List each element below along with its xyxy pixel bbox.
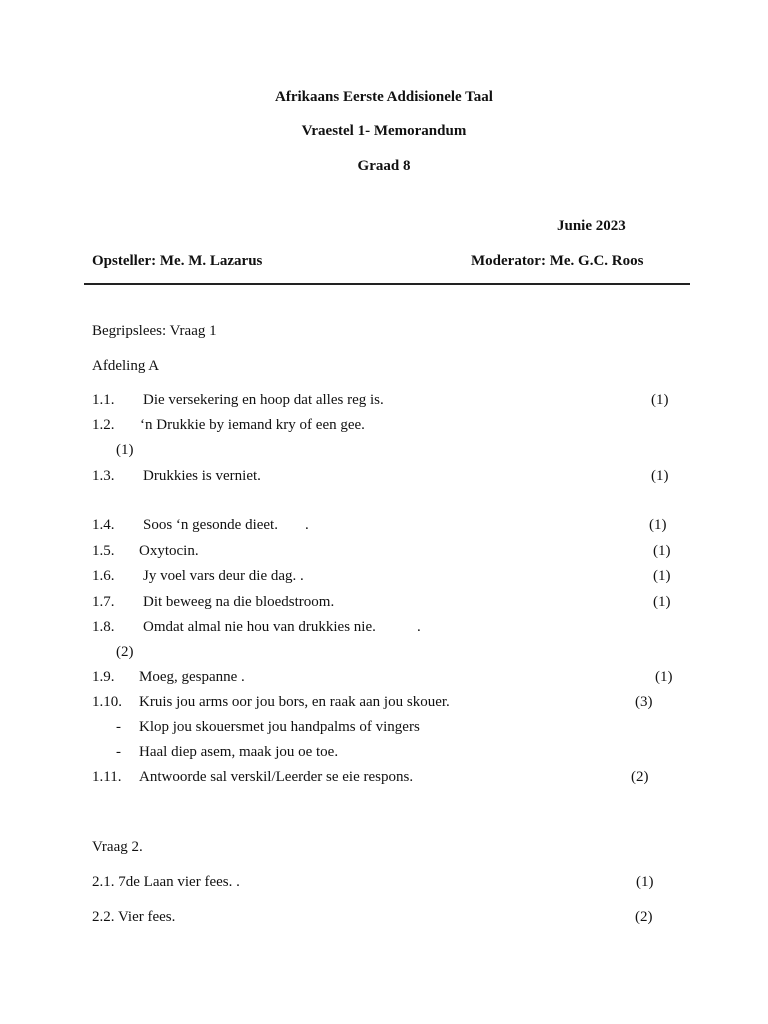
- document-title: Afrikaans Eerste Addisionele Taal: [275, 89, 493, 105]
- answer-text: Die versekering en hoop dat alles reg is.: [143, 392, 384, 408]
- answer-text: 2.2. Vier fees.: [92, 909, 176, 925]
- question-number: 1.8.: [92, 619, 115, 635]
- answer-text: Drukkies is verniet.: [143, 468, 261, 484]
- setter-name: Opsteller: Me. M. Lazarus: [92, 253, 263, 269]
- section-heading: Vraag 2.: [92, 839, 143, 855]
- answer-mark: (1): [653, 543, 671, 559]
- bullet-text: Haal diep asem, maak jou oe toe.: [139, 744, 339, 760]
- paper-title: Vraestel 1- Memorandum: [301, 123, 467, 139]
- stray-dot: .: [417, 619, 421, 635]
- exam-date: Junie 2023: [557, 218, 626, 234]
- question-number: 1.9.: [92, 669, 115, 685]
- header-divider: [84, 283, 690, 285]
- answer-mark: (1): [653, 568, 671, 584]
- question-number: 1.6.: [92, 568, 115, 584]
- grade-title: Graad 8: [357, 158, 411, 174]
- answer-mark: (2): [635, 909, 653, 925]
- answer-mark: (2): [631, 769, 649, 785]
- question-number: 1.5.: [92, 543, 115, 559]
- answer-text: Omdat almal nie hou van drukkies nie.: [143, 619, 376, 635]
- bullet-text: Klop jou skouersmet jou handpalms of vingers: [139, 719, 420, 735]
- answer-text: Oxytocin.: [139, 543, 199, 559]
- question-number: 1.4.: [92, 517, 115, 533]
- answer-mark: (1): [651, 392, 669, 408]
- answer-mark: (1): [653, 594, 671, 610]
- answer-mark: (1): [649, 517, 667, 533]
- answer-text: Moeg, gespanne .: [139, 669, 245, 685]
- answer-text: Antwoorde sal verskil/Leerder se eie respons.: [139, 769, 414, 785]
- answer-text: ‘n Drukkie by iemand kry of een gee.: [140, 417, 365, 433]
- answer-mark: (1): [116, 442, 134, 458]
- bullet-dash: -: [116, 744, 121, 760]
- answer-mark: (1): [655, 669, 673, 685]
- answer-text: Dit beweeg na die bloedstroom.: [143, 594, 335, 610]
- answer-text: Jy voel vars deur die dag. .: [143, 568, 304, 584]
- answer-mark: (2): [116, 644, 134, 660]
- question-number: 1.11.: [92, 769, 122, 785]
- answer-mark: (3): [635, 694, 653, 710]
- bullet-dash: -: [116, 719, 121, 735]
- question-number: 1.7.: [92, 594, 115, 610]
- question-number: 1.3.: [92, 468, 115, 484]
- answer-text: Kruis jou arms oor jou bors, en raak aan jou skouer.: [139, 694, 450, 710]
- question-number: 1.2.: [92, 417, 115, 433]
- section-subheading: Afdeling A: [92, 358, 160, 374]
- answer-text: Soos ‘n gesonde dieet.: [143, 517, 278, 533]
- stray-dot: .: [305, 517, 309, 533]
- question-number: 1.10.: [92, 694, 122, 710]
- answer-mark: (1): [636, 874, 654, 890]
- answer-text: 2.1. 7de Laan vier fees. .: [92, 874, 240, 890]
- moderator-name: Moderator: Me. G.C. Roos: [471, 253, 644, 269]
- question-number: 1.1.: [92, 392, 115, 408]
- section-heading: Begripslees: Vraag 1: [92, 323, 217, 339]
- answer-mark: (1): [651, 468, 669, 484]
